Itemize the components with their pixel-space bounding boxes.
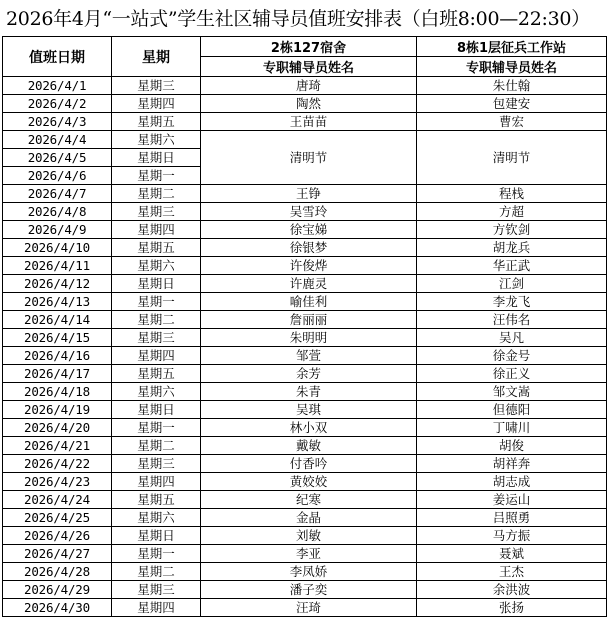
counselor-dorm-cell: 汪琦	[201, 599, 417, 617]
counselor-dorm-cell: 许鹿灵	[201, 275, 417, 293]
counselor-dorm-cell: 纪寒	[201, 491, 417, 509]
date-cell: 2026/4/26	[3, 527, 112, 545]
counselor-station-cell: 方超	[417, 203, 607, 221]
table-row	[3, 95, 607, 113]
counselor-station-cell: 胡俊	[417, 437, 607, 455]
table-row	[3, 563, 607, 581]
table-row	[3, 257, 607, 275]
date-cell: 2026/4/23	[3, 473, 112, 491]
counselor-dorm-cell: 付香吟	[201, 455, 417, 473]
date-cell: 2026/4/22	[3, 455, 112, 473]
counselor-station-cell: 李龙飞	[417, 293, 607, 311]
table-row	[3, 437, 607, 455]
counselor-dorm-cell: 林小双	[201, 419, 417, 437]
header-row-1	[3, 37, 607, 57]
counselor-dorm-cell: 黄姣姣	[201, 473, 417, 491]
weekday-cell: 星期五	[112, 365, 201, 383]
counselor-station-cell: 胡龙兵	[417, 239, 607, 257]
weekday-cell: 星期四	[112, 95, 201, 113]
weekday-cell: 星期五	[112, 239, 201, 257]
counselor-station-cell: 王杰	[417, 563, 607, 581]
counselor-dorm-cell: 刘敏	[201, 527, 417, 545]
header-location-station: 8栋1层征兵工作站	[417, 37, 607, 57]
counselor-station-cell: 徐金号	[417, 347, 607, 365]
counselor-dorm-cell: 徐银梦	[201, 239, 417, 257]
weekday-cell: 星期三	[112, 203, 201, 221]
weekday-cell: 星期日	[112, 527, 201, 545]
counselor-dorm-cell: 王苗苗	[201, 113, 417, 131]
date-cell: 2026/4/21	[3, 437, 112, 455]
counselor-dorm-cell: 金晶	[201, 509, 417, 527]
table-row	[3, 527, 607, 545]
date-cell: 2026/4/27	[3, 545, 112, 563]
counselor-station-cell: 余洪波	[417, 581, 607, 599]
weekday-cell: 星期四	[112, 221, 201, 239]
date-cell: 2026/4/1	[3, 77, 112, 95]
table-row	[3, 203, 607, 221]
date-cell: 2026/4/4	[3, 131, 112, 149]
counselor-station-cell: 胡祥奔	[417, 455, 607, 473]
counselor-station-cell: 华正武	[417, 257, 607, 275]
header-location-dorm: 2栋127宿舍	[201, 37, 417, 57]
counselor-dorm-cell: 吴琪	[201, 401, 417, 419]
counselor-dorm-cell: 喻佳利	[201, 293, 417, 311]
weekday-cell: 星期五	[112, 491, 201, 509]
counselor-station-cell: 但德阳	[417, 401, 607, 419]
table-row	[3, 347, 607, 365]
holiday-cell-station: 清明节	[417, 131, 607, 185]
table-row	[3, 77, 607, 95]
table-row	[3, 401, 607, 419]
header-counselor-1: 专职辅导员姓名	[201, 57, 417, 77]
table-row	[3, 293, 607, 311]
header-weekday: 星期	[112, 37, 201, 77]
date-cell: 2026/4/24	[3, 491, 112, 509]
date-cell: 2026/4/6	[3, 167, 112, 185]
counselor-dorm-cell: 戴敏	[201, 437, 417, 455]
weekday-cell: 星期日	[112, 149, 201, 167]
counselor-dorm-cell: 李凤娇	[201, 563, 417, 581]
date-cell: 2026/4/29	[3, 581, 112, 599]
date-cell: 2026/4/30	[3, 599, 112, 617]
date-cell: 2026/4/11	[3, 257, 112, 275]
date-cell: 2026/4/15	[3, 329, 112, 347]
table-row	[3, 545, 607, 563]
weekday-cell: 星期四	[112, 599, 201, 617]
counselor-dorm-cell: 詹丽丽	[201, 311, 417, 329]
duty-schedule-table	[2, 36, 607, 617]
date-cell: 2026/4/17	[3, 365, 112, 383]
date-cell: 2026/4/16	[3, 347, 112, 365]
table-row	[3, 419, 607, 437]
counselor-station-cell: 方钦剑	[417, 221, 607, 239]
counselor-dorm-cell: 邹萱	[201, 347, 417, 365]
weekday-cell: 星期五	[112, 113, 201, 131]
table-row	[3, 509, 607, 527]
date-cell: 2026/4/10	[3, 239, 112, 257]
counselor-station-cell: 包建安	[417, 95, 607, 113]
table-row	[3, 239, 607, 257]
date-cell: 2026/4/25	[3, 509, 112, 527]
table-row	[3, 275, 607, 293]
weekday-cell: 星期三	[112, 455, 201, 473]
weekday-cell: 星期六	[112, 257, 201, 275]
weekday-cell: 星期六	[112, 383, 201, 401]
date-cell: 2026/4/18	[3, 383, 112, 401]
weekday-cell: 星期三	[112, 329, 201, 347]
weekday-cell: 星期四	[112, 347, 201, 365]
counselor-dorm-cell: 潘子奕	[201, 581, 417, 599]
weekday-cell: 星期三	[112, 581, 201, 599]
table-row	[3, 113, 607, 131]
table-row	[3, 365, 607, 383]
weekday-cell: 星期三	[112, 77, 201, 95]
weekday-cell: 星期一	[112, 545, 201, 563]
holiday-cell-dorm: 清明节	[201, 131, 417, 185]
counselor-dorm-cell: 王铮	[201, 185, 417, 203]
weekday-cell: 星期二	[112, 563, 201, 581]
counselor-dorm-cell: 许俊烨	[201, 257, 417, 275]
date-cell: 2026/4/20	[3, 419, 112, 437]
counselor-dorm-cell: 李亚	[201, 545, 417, 563]
table-row	[3, 473, 607, 491]
counselor-dorm-cell: 唐琦	[201, 77, 417, 95]
weekday-cell: 星期六	[112, 509, 201, 527]
counselor-station-cell: 聂斌	[417, 545, 607, 563]
counselor-station-cell: 张扬	[417, 599, 607, 617]
counselor-dorm-cell: 吴雪玲	[201, 203, 417, 221]
weekday-cell: 星期一	[112, 167, 201, 185]
table-row	[3, 491, 607, 509]
counselor-station-cell: 程栈	[417, 185, 607, 203]
counselor-station-cell: 吴凡	[417, 329, 607, 347]
table-row	[3, 599, 607, 617]
counselor-station-cell: 马方振	[417, 527, 607, 545]
table-row	[3, 185, 607, 203]
counselor-station-cell: 朱仕翰	[417, 77, 607, 95]
date-cell: 2026/4/28	[3, 563, 112, 581]
counselor-station-cell: 胡志成	[417, 473, 607, 491]
weekday-cell: 星期二	[112, 311, 201, 329]
counselor-station-cell: 徐正义	[417, 365, 607, 383]
page-title: 2026年4月“一站式”学生社区辅导员值班安排表（白班8:00—22:30）	[6, 8, 590, 30]
date-cell: 2026/4/2	[3, 95, 112, 113]
date-cell: 2026/4/9	[3, 221, 112, 239]
table-row	[3, 329, 607, 347]
counselor-dorm-cell: 陶然	[201, 95, 417, 113]
counselor-station-cell: 邹文嵩	[417, 383, 607, 401]
date-cell: 2026/4/5	[3, 149, 112, 167]
counselor-station-cell: 江剑	[417, 275, 607, 293]
counselor-station-cell: 曹宏	[417, 113, 607, 131]
weekday-cell: 星期日	[112, 401, 201, 419]
date-cell: 2026/4/19	[3, 401, 112, 419]
table-row	[3, 383, 607, 401]
date-cell: 2026/4/13	[3, 293, 112, 311]
header-date: 值班日期	[3, 37, 112, 77]
counselor-dorm-cell: 朱青	[201, 383, 417, 401]
table-row	[3, 131, 607, 149]
header-counselor-2: 专职辅导员姓名	[417, 57, 607, 77]
weekday-cell: 星期一	[112, 293, 201, 311]
counselor-dorm-cell: 朱明明	[201, 329, 417, 347]
counselor-station-cell: 丁啸川	[417, 419, 607, 437]
weekday-cell: 星期六	[112, 131, 201, 149]
counselor-dorm-cell: 徐宝娣	[201, 221, 417, 239]
counselor-station-cell: 吕照勇	[417, 509, 607, 527]
weekday-cell: 星期日	[112, 275, 201, 293]
date-cell: 2026/4/3	[3, 113, 112, 131]
weekday-cell: 星期四	[112, 473, 201, 491]
weekday-cell: 星期二	[112, 437, 201, 455]
counselor-station-cell: 汪伟名	[417, 311, 607, 329]
weekday-cell: 星期二	[112, 185, 201, 203]
table-row	[3, 581, 607, 599]
table-row	[3, 221, 607, 239]
date-cell: 2026/4/14	[3, 311, 112, 329]
date-cell: 2026/4/12	[3, 275, 112, 293]
date-cell: 2026/4/7	[3, 185, 112, 203]
table-row	[3, 311, 607, 329]
counselor-station-cell: 姜运山	[417, 491, 607, 509]
weekday-cell: 星期一	[112, 419, 201, 437]
counselor-dorm-cell: 余芳	[201, 365, 417, 383]
date-cell: 2026/4/8	[3, 203, 112, 221]
table-row	[3, 455, 607, 473]
